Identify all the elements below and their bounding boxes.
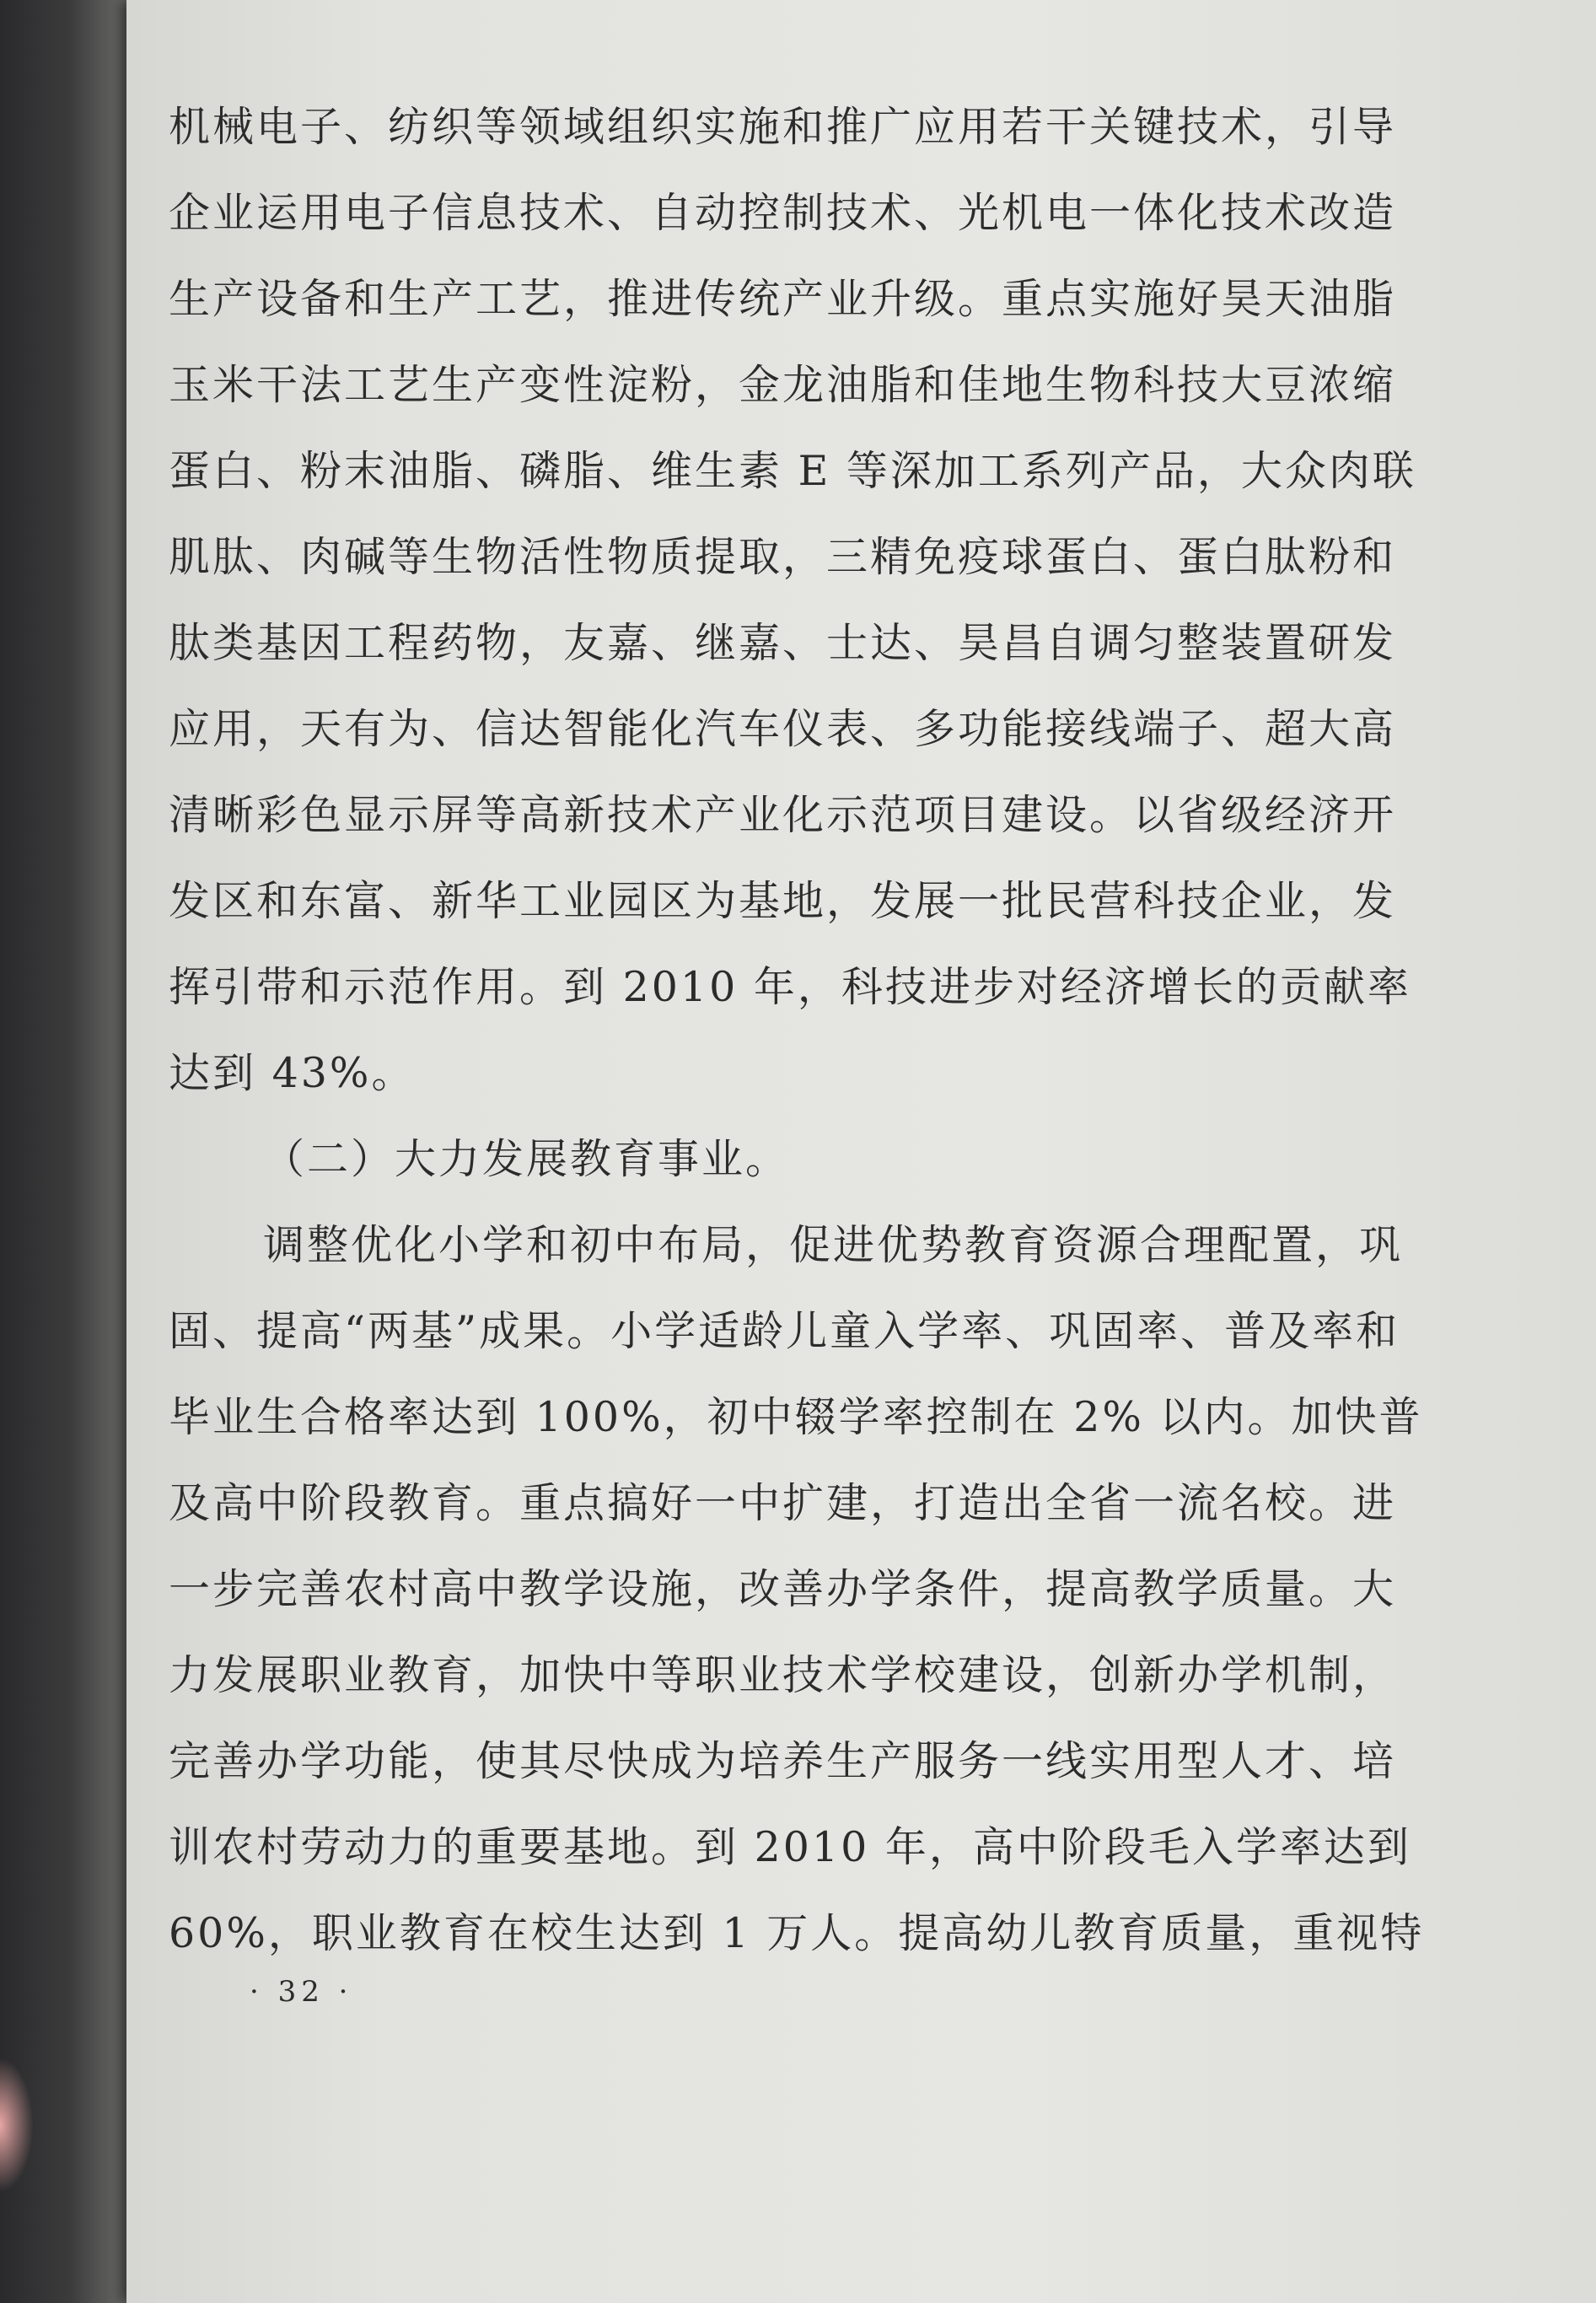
text-line-1: 机械电子、纺织等领域组织实施和推广应用若干关键技术，引导 bbox=[169, 103, 1397, 151]
edge-reflection bbox=[0, 2058, 34, 2193]
text-line-3: 生产设备和生产工艺，推进传统产业升级。重点实施好昊天油脂 bbox=[169, 275, 1397, 323]
page-number: · 32 · bbox=[250, 1975, 353, 2009]
text-line-19: 完善办学功能，使其尽快成为培养生产服务一线实用型人才、培 bbox=[169, 1737, 1397, 1785]
text-line-2: 企业运用电子信息技术、自动控制技术、光机电一体化技术改造 bbox=[169, 189, 1397, 237]
page-text bbox=[169, 84, 1518, 1977]
book-spine-shadow bbox=[0, 0, 126, 2303]
text-line-13: 调整优化小学和初中布局，促进优势教育资源合理配置，巩 bbox=[263, 1221, 1404, 1269]
text-line-8: 应用，天有为、信达智能化汽车仪表、多功能接线端子、超大高 bbox=[169, 705, 1397, 753]
text-line-7: 肽类基因工程药物，友嘉、继嘉、士达、昊昌自调匀整装置研发 bbox=[169, 619, 1397, 667]
text-line-15: 毕业生合格率达到 100%，初中辍学率控制在 2% 以内。加快普 bbox=[169, 1393, 1423, 1441]
text-line-5: 蛋白、粉末油脂、磷脂、维生素 E 等深加工系列产品，大众肉联 bbox=[169, 447, 1416, 495]
text-line-4: 玉米干法工艺生产变性淀粉，金龙油脂和佳地生物科技大豆浓缩 bbox=[169, 361, 1397, 409]
text-line-11: 挥引带和示范作用。到 2010 年，科技进步对经济增长的贡献率 bbox=[169, 963, 1411, 1011]
text-line-10: 发区和东富、新华工业园区为基地，发展一批民营科技企业，发 bbox=[169, 877, 1397, 925]
text-line-9: 清晰彩色显示屏等高新技术产业化示范项目建设。以省级经济开 bbox=[169, 791, 1397, 839]
text-line-20: 训农村劳动力的重要基地。到 2010 年，高中阶段毛入学率达到 bbox=[169, 1823, 1411, 1871]
text-line-12: 达到 43%。 bbox=[169, 1049, 416, 1097]
text-line-16: 及高中阶段教育。重点搞好一中扩建，打造出全省一流名校。进 bbox=[169, 1479, 1397, 1527]
text-line-14: 固、提高“两基”成果。小学适龄儿童入学率、巩固率、普及率和 bbox=[169, 1307, 1400, 1355]
section-heading: （二）大力发展教育事业。 bbox=[263, 1135, 790, 1183]
text-line-6: 肌肽、肉碱等生物活性物质提取，三精免疫球蛋白、蛋白肽粉和 bbox=[169, 533, 1397, 581]
text-line-18: 力发展职业教育，加快中等职业技术学校建设，创新办学机制， bbox=[169, 1651, 1397, 1699]
text-line-17: 一步完善农村高中教学设施，改善办学条件，提高教学质量。大 bbox=[169, 1565, 1397, 1613]
text-line-21: 60%，职业教育在校生达到 1 万人。提高幼儿教育质量，重视特 bbox=[169, 1909, 1425, 1957]
